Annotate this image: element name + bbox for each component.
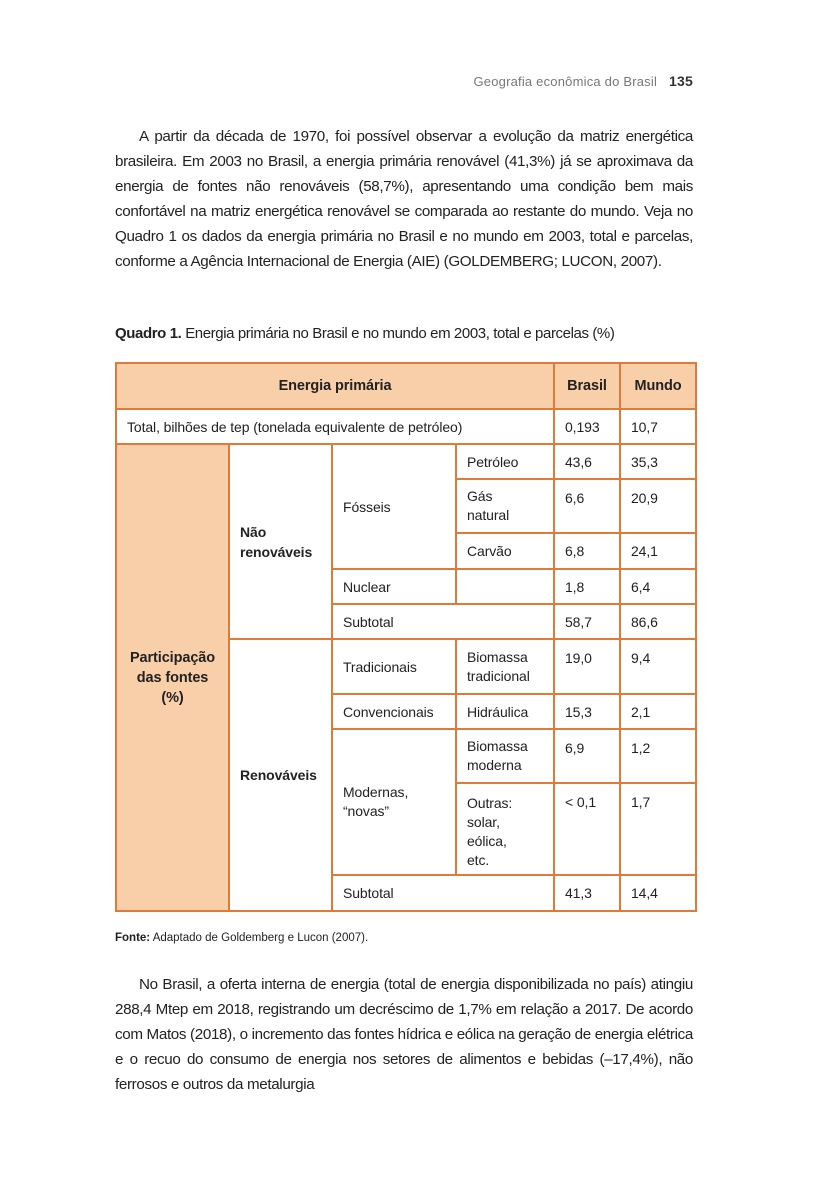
nuclear-mundo: 6,4	[620, 569, 696, 604]
nuclear-label: Nuclear	[332, 569, 456, 604]
tradicionais-brasil: 19,0	[554, 639, 620, 694]
biomassa-moderna-mundo: 1,2	[620, 729, 696, 783]
table-caption	[115, 325, 695, 342]
table-header-row	[116, 363, 696, 409]
outras-mundo: 1,7	[620, 783, 696, 875]
convencionais-label: Convencionais	[332, 694, 456, 729]
paragraph-intro	[115, 124, 693, 274]
subtotal-r-label: Subtotal	[332, 875, 554, 911]
nuclear-brasil: 1,8	[554, 569, 620, 604]
header-mundo: Mundo	[620, 363, 696, 409]
outras-label	[456, 783, 554, 875]
outras-label-text: Outras: solar, eólica, etc.	[467, 795, 513, 868]
energy-table	[115, 362, 697, 912]
total-mundo: 10,7	[620, 409, 696, 444]
carvao-label: Carvão	[456, 533, 554, 569]
group-modernas: Modernas, “novas”	[332, 729, 456, 875]
gas-label-text: Gás natural	[467, 488, 510, 523]
paragraph-oferta	[115, 972, 693, 1097]
table-row-total	[116, 409, 696, 444]
group-nao-renovaveis: Não renováveis	[229, 444, 332, 639]
source-label: Fonte:	[115, 932, 151, 944]
convencionais-mundo: 2,1	[620, 694, 696, 729]
subtotal-r-mundo: 14,4	[620, 875, 696, 911]
source-text: Adaptado de Goldemberg e Lucon (2007).	[150, 932, 369, 944]
table-source	[115, 932, 368, 944]
total-label: Total, bilhões de tep (tonelada equivalente de petróleo)	[116, 409, 554, 444]
subtotal-nr-brasil: 58,7	[554, 604, 620, 639]
subtotal-r-brasil: 41,3	[554, 875, 620, 911]
gas-brasil: 6,6	[554, 479, 620, 533]
subtotal-nr-label: Subtotal	[332, 604, 554, 639]
side-label-participacao: Participação das fontes (%)	[116, 444, 229, 911]
total-brasil: 0,193	[554, 409, 620, 444]
page-number: 135	[669, 73, 693, 89]
group-renovaveis: Renováveis	[229, 639, 332, 911]
biomassa-moderna-label: Biomassa moderna	[456, 729, 554, 783]
carvao-brasil: 6,8	[554, 533, 620, 569]
group-fosseis: Fósseis	[332, 444, 456, 569]
petroleo-brasil: 43,6	[554, 444, 620, 479]
paragraph-oferta-text: No Brasil, a oferta interna de energia (total de energia disponibilizada no país) atingiu 288,4 Mtep em 2018, registrando um decréscimo de 1,7% em relação a 2017. De acordo com Matos (2018), o incremento das fontes hídrica e eólica na geração de energia elétrica e o recuo do consumo de energia nos setores de alimentos e bebidas (–17,4%), não ferrosos e outros da metalurgia	[115, 976, 693, 1093]
hidraulica-label: Hidráulica	[456, 694, 554, 729]
outras-brasil: < 0,1	[554, 783, 620, 875]
running-header	[473, 73, 693, 89]
header-energia: Energia primária	[116, 363, 554, 409]
carvao-mundo: 24,1	[620, 533, 696, 569]
subtotal-nr-mundo: 86,6	[620, 604, 696, 639]
caption-text: Energia primária no Brasil e no mundo em 2003, total e parcelas (%)	[181, 325, 615, 342]
petroleo-label: Petróleo	[456, 444, 554, 479]
running-title: Geografia econômica do Brasil	[473, 74, 658, 89]
tradicionais-mundo: 9,4	[620, 639, 696, 694]
header-brasil: Brasil	[554, 363, 620, 409]
gas-label	[456, 479, 554, 533]
gas-mundo: 20,9	[620, 479, 696, 533]
biomassa-tradicional-label: Biomassa tradicional	[456, 639, 554, 694]
nuclear-empty	[456, 569, 554, 604]
convencionais-brasil: 15,3	[554, 694, 620, 729]
petroleo-mundo: 35,3	[620, 444, 696, 479]
tradicionais-label: Tradicionais	[332, 639, 456, 694]
caption-label: Quadro 1.	[115, 325, 182, 342]
biomassa-moderna-brasil: 6,9	[554, 729, 620, 783]
table-row-petroleo	[116, 444, 696, 479]
paragraph-intro-text: A partir da década de 1970, foi possível observar a evolução da matriz energética brasileira. Em 2003 no Brasil, a energia primária renovável (41,3%) já se aproximava da energia de fontes não renováveis (58,7%), apresentando uma condição bem mais confortável na matriz energética renovável se comparada ao restante do mundo. Veja no Quadro 1 os dados da energia primária no Brasil e no mundo em 2003, total e parcelas, conforme a Agência Internacional de Energia (AIE) (GOLDEMBERG; LUCON, 2007).	[115, 128, 693, 270]
